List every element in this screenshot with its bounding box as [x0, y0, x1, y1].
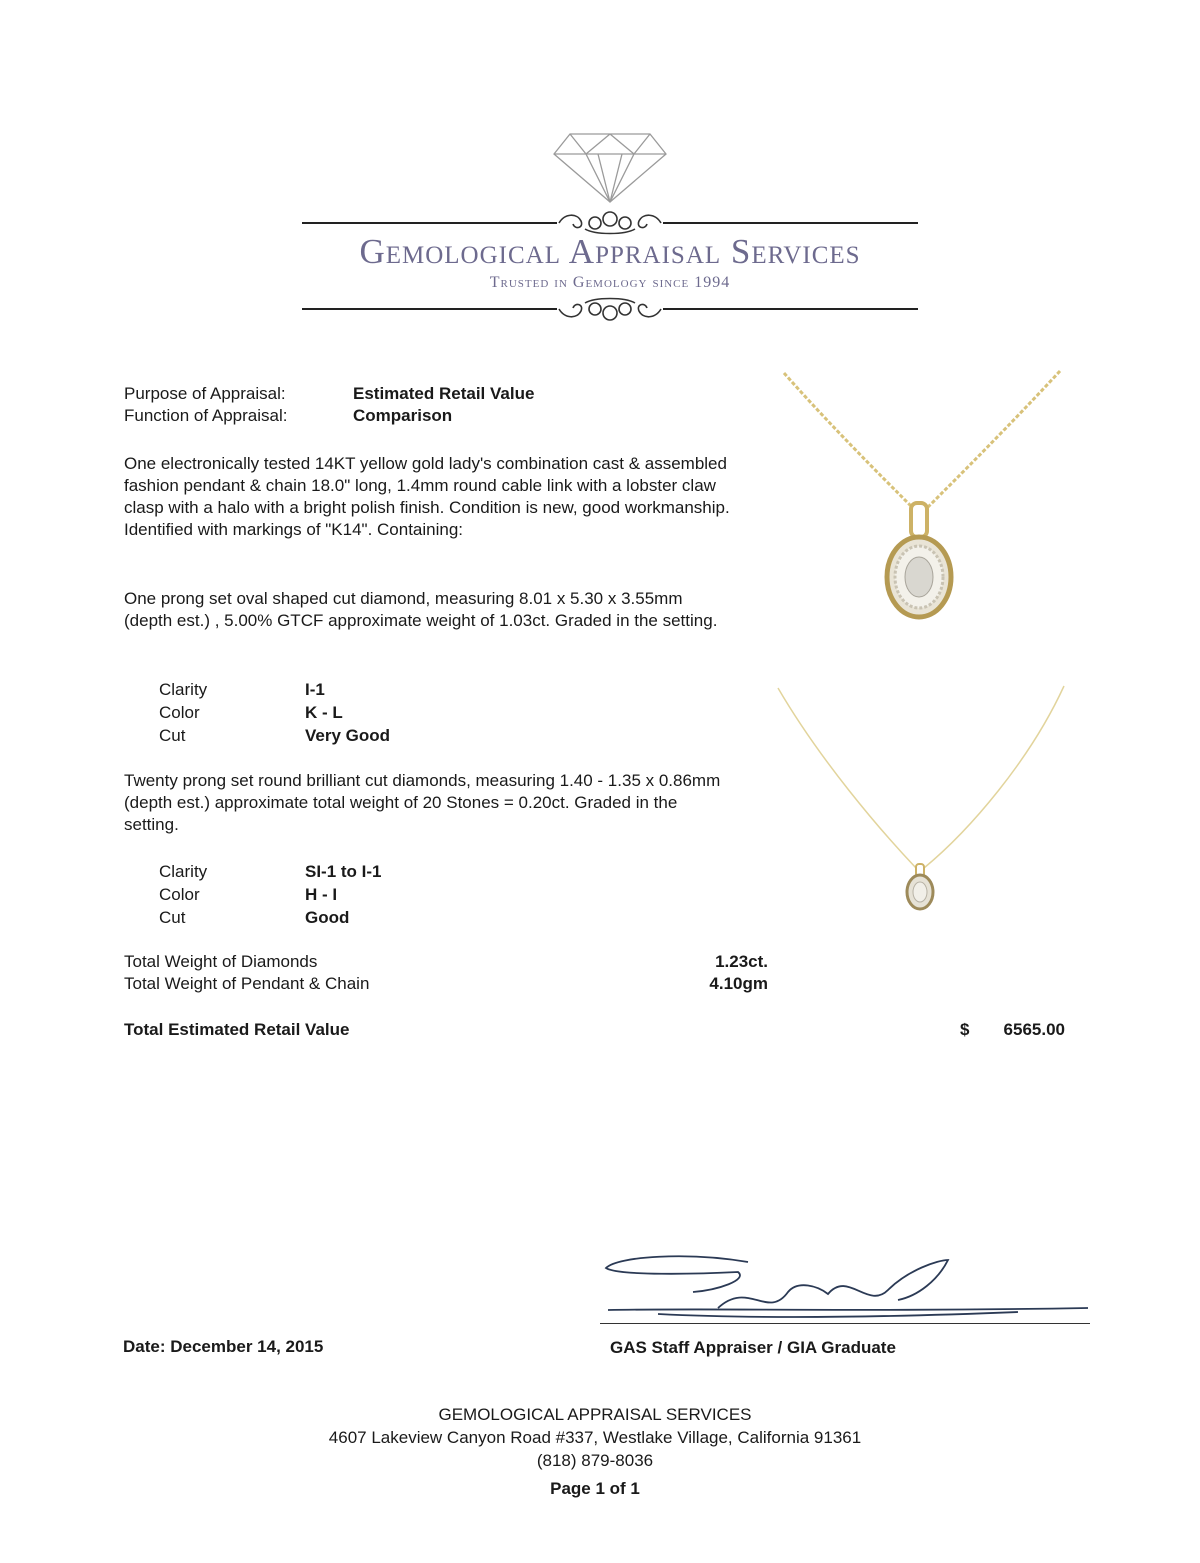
function-label: Function of Appraisal: [124, 406, 288, 425]
signature-line [600, 1323, 1090, 1324]
center-color-value: K - L [305, 703, 343, 722]
center-color-label: Color [159, 703, 200, 722]
side-color-label: Color [159, 885, 200, 904]
purpose-label: Purpose of Appraisal: [124, 384, 286, 403]
total-value-label: Total Estimated Retail Value [124, 1020, 350, 1039]
appraiser-signature [598, 1250, 1098, 1330]
pendant-weight-label: Total Weight of Pendant & Chain [124, 974, 370, 993]
pendant-weight-value: 4.10gm [709, 974, 768, 993]
side-clarity-label: Clarity [159, 862, 208, 881]
appraiser-title: GAS Staff Appraiser / GIA Graduate [610, 1338, 896, 1357]
page-number: Page 1 of 1 [550, 1479, 640, 1498]
item-description: One electronically tested 14KT yellow gold lady's combination cast & assembled fashion pendant & chain 18.0" long, 1.4mm round cable link with a lobster claw clasp with a halo with a bright polish finish. Condition is new, good workmanship. Identified with markings of "K14". Containing: [124, 454, 730, 539]
diamond-outline-icon [552, 132, 668, 204]
footer-company-name: GEMOLOGICAL APPRAISAL SERVICES [438, 1405, 752, 1424]
center-stone-description: One prong set oval shaped cut diamond, measuring 8.01 x 5.30 x 3.55mm (depth est.) , 5.00% GTCF approximate weight of 1.03ct. Graded in the setting. [124, 589, 718, 630]
total-currency: $ [960, 1020, 970, 1039]
center-cut-value: Very Good [305, 726, 391, 745]
total-value-amount: 6565.00 [1003, 1020, 1065, 1039]
footer-address: 4607 Lakeview Canyon Road #337, Westlake Village, California 91361 [328, 1428, 862, 1447]
center-clarity-label: Clarity [159, 680, 208, 699]
center-cut-label: Cut [159, 726, 186, 745]
header-rule-bottom-left [302, 308, 557, 310]
center-clarity-value: I-1 [305, 680, 325, 699]
side-stones-description: Twenty prong set round brilliant cut diamonds, measuring 1.40 - 1.35 x 0.86mm (depth est.) approximate total weight of 20 Stones = 0.20ct. Graded in the setting. [124, 771, 721, 834]
side-color-value: H - I [305, 885, 338, 904]
footer-phone: (818) 879-8036 [536, 1451, 654, 1470]
side-clarity-value: SI-1 to I-1 [305, 862, 382, 881]
ornament-swirl-icon [555, 296, 665, 326]
side-cut-value: Good [305, 908, 350, 927]
side-cut-label: Cut [159, 908, 186, 927]
function-value: Comparison [353, 406, 453, 425]
header-rule-top-right [663, 222, 918, 224]
diamond-weight-label: Total Weight of Diamonds [124, 952, 318, 971]
header-rule-bottom-right [663, 308, 918, 310]
necklace-full-photo [770, 680, 1070, 920]
diamond-weight-value: 1.23ct. [715, 952, 768, 971]
company-name: Gemological Appraisal Services [359, 232, 861, 271]
purpose-value: Estimated Retail Value [353, 384, 535, 403]
header-rule-top-left [302, 222, 557, 224]
pendant-closeup-photo [770, 365, 1070, 625]
appraisal-date: Date: December 14, 2015 [123, 1337, 324, 1356]
company-tagline: Trusted in Gemology since 1994 [489, 274, 731, 291]
